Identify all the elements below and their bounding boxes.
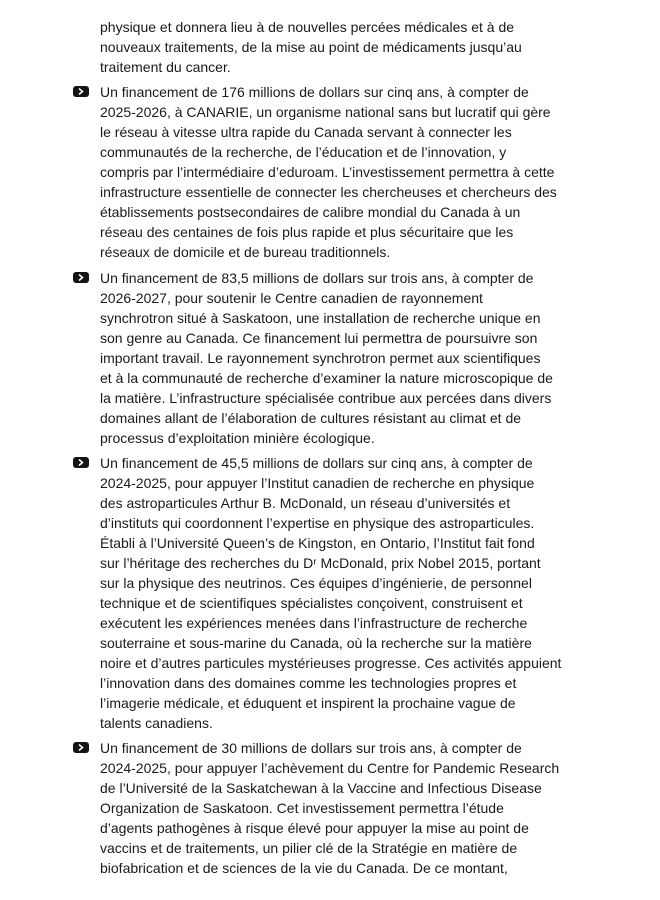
text-line: d’instituts qui coordonnent l’expertise en physique des astroparticules. — [100, 515, 535, 531]
text-line: souterraine et sous-marine du Canada, où la recherche sur la matière — [100, 635, 532, 651]
text-line: nouveaux traitements, de la mise au point de médicaments jusqu’au — [100, 39, 522, 55]
text-line: 2026-2027, pour soutenir le Centre canadien de rayonnement — [100, 290, 483, 306]
text-line: vaccins et de traitements, un pilier clé de la Stratégie en matière de — [100, 840, 518, 856]
text-line: technique et de scientifiques spécialistes conçoivent, construisent et — [100, 595, 523, 611]
bullet-text — [100, 738, 595, 878]
text-line: le réseau à vitesse ultra rapide du Canada servant à connecter les — [100, 124, 512, 140]
text-line: Un financement de 83,5 millions de dollars sur trois ans, à compter de — [100, 270, 534, 286]
text-line: Un financement de 30 millions de dollars sur trois ans, à compter de — [100, 740, 522, 756]
text-line: talents canadiens. — [100, 715, 213, 731]
text-line: Établi à l’Université Queen’s de Kingston, en Ontario, l’Institut fait fond — [100, 535, 535, 551]
text-line: synchrotron situé à Saskatoon, une installation de recherche unique en — [100, 310, 541, 326]
text-line: sur la physique des neutrinos. Ces équipes d’ingénierie, de personnel — [100, 575, 532, 591]
text-line: infrastructure essentielle de connecter les chercheuses et chercheurs des — [100, 184, 557, 200]
text-line: de l’Université de la Saskatchewan à la Vaccine and Infectious Disease — [100, 780, 542, 796]
text-line: sur l’héritage des recherches du Dʳ McDonald, prix Nobel 2015, portant — [100, 555, 541, 571]
text-line: réseau des centaines de fois plus rapide et plus sécuritaire que les — [100, 224, 514, 240]
text-line: 2024-2025, pour appuyer l’achèvement du Centre for Pandemic Research — [100, 760, 560, 776]
text-line: traitement du cancer. — [100, 59, 231, 75]
text-line: 2024-2025, pour appuyer l’Institut canadien de recherche en physique — [100, 475, 535, 491]
lead-paragraph — [100, 17, 595, 77]
text-line: son genre au Canada. Ce financement lui permettra de poursuivre son — [100, 330, 538, 346]
text-line: l’innovation dans des domaines comme les technologies propres et — [100, 675, 517, 691]
chevron-right-icon — [73, 742, 89, 753]
text-line: d’agents pathogènes à risque élevé pour appuyer la mise au point de — [100, 820, 529, 836]
text-line: exécutent les expériences menées dans l’infrastructure de recherche — [100, 615, 528, 631]
text-line: important travail. Le rayonnement synchrotron permet aux scientifiques — [100, 350, 541, 366]
text-line: établissements postsecondaires de calibre mondial du Canada à un — [100, 204, 521, 220]
text-line: Un financement de 45,5 millions de dollars sur cinq ans, à compter de — [100, 455, 533, 471]
text-line: processus d’exploitation minière écologique. — [100, 430, 375, 446]
chevron-right-icon — [73, 86, 89, 97]
text-line: 2025-2026, à CANARIE, un organisme national sans but lucratif qui gère — [100, 104, 551, 120]
text-line: communautés de la recherche, de l’éducation et de l’innovation, y — [100, 144, 507, 160]
bullet-text — [100, 453, 595, 733]
text-line: réseaux de domicile et de bureau traditionnels. — [100, 244, 391, 260]
text-line: la matière. L’infrastructure spécialisée contribue aux percées dans divers — [100, 390, 552, 406]
chevron-right-icon — [73, 272, 89, 283]
text-line: biofabrication et de sciences de la vie du Canada. De ce montant, — [100, 860, 508, 876]
text-line: et à la communauté de recherche d’examiner la nature microscopique de — [100, 370, 553, 386]
chevron-right-icon — [73, 457, 89, 468]
bullet-text — [100, 82, 595, 262]
text-line: l’imagerie médicale, et éduquent et inspirent la prochaine vague de — [100, 695, 516, 711]
text-line: noire et d’autres particules mystérieuses progresse. Ces activités appuient — [100, 655, 562, 671]
bullet-text — [100, 268, 595, 448]
text-line: physique et donnera lieu à de nouvelles percées médicales et à de — [100, 19, 515, 35]
text-line: Un financement de 176 millions de dollars sur cinq ans, à compter de — [100, 84, 529, 100]
text-line: compris par l’intermédiaire d’eduroam. L’investissement permettra à cette — [100, 164, 555, 180]
text-line: Organization de Saskatoon. Cet investissement permettra l’étude — [100, 800, 504, 816]
text-line: domaines allant de l’élaboration de cultures résistant au climat et de — [100, 410, 522, 426]
text-line: des astroparticules Arthur B. McDonald, un réseau d’universités et — [100, 495, 511, 511]
